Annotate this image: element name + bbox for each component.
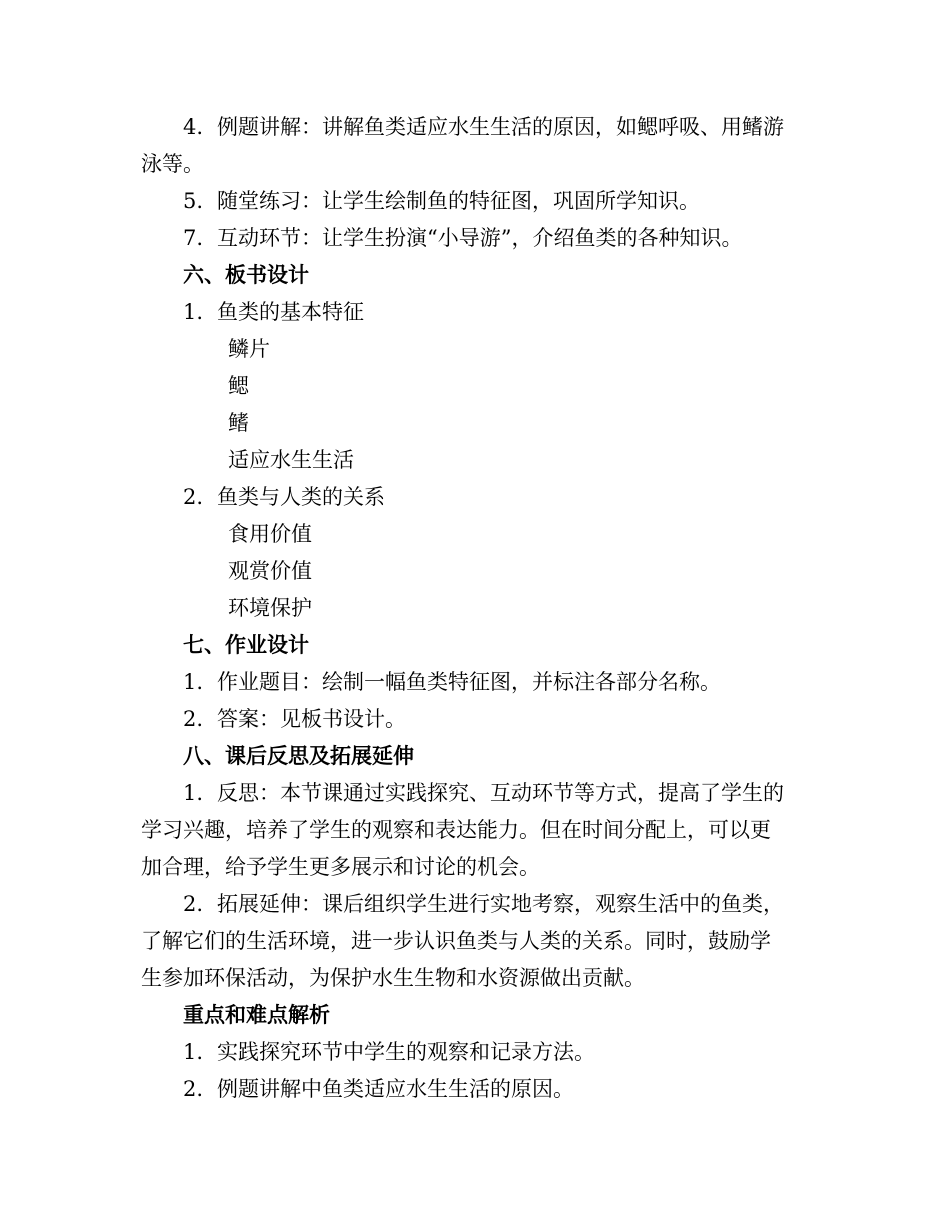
homework-heading: 七、作业设计 — [183, 632, 309, 657]
board-item: 观赏价值 — [228, 559, 312, 583]
item-number: 7. — [183, 226, 204, 250]
item-text: 鱼类与人类的关系 — [217, 485, 385, 509]
key-points-heading: 重点和难点解析 — [183, 1002, 330, 1027]
item-number: 5. — [183, 189, 204, 213]
reflection-heading: 八、课后反思及拓展延伸 — [183, 743, 414, 768]
item-text: 反思：本节课通过实践探究、互动环节等方式，提高了学生的 — [217, 781, 784, 805]
item-text: 例题讲解中鱼类适应水生生活的原因。 — [217, 1077, 574, 1101]
key-point-item-1 — [183, 1038, 595, 1066]
homework-item-2 — [183, 705, 406, 733]
reflection-item-2-cont: 了解它们的生活环境，进一步认识鱼类与人类的关系。同时，鼓励学 — [141, 929, 771, 953]
process-item-4 — [183, 113, 784, 141]
item-text: 答案：见板书设计。 — [217, 707, 406, 731]
homework-item-1 — [183, 668, 721, 696]
reflection-item-1-cont: 学习兴趣，培养了学生的观察和表达能力。但在时间分配上，可以更 — [141, 818, 771, 842]
process-item-7 — [183, 224, 742, 252]
item-text: 实践探究环节中学生的观察和记录方法。 — [217, 1040, 595, 1064]
item-text: 拓展延伸：课后组织学生进行实地考察，观察生活中的鱼类， — [217, 892, 784, 916]
item-number: 2. — [183, 1077, 204, 1101]
board-section-1-title — [183, 298, 364, 326]
reflection-item-2-cont: 生参加环保活动，为保护水生生物和水资源做出贡献。 — [141, 966, 645, 990]
board-item: 环境保护 — [228, 596, 312, 620]
board-item: 鳃 — [228, 374, 249, 398]
process-item-4-cont: 泳等。 — [141, 152, 204, 176]
board-design-heading: 六、板书设计 — [183, 262, 309, 287]
board-item: 适应水生生活 — [228, 448, 354, 472]
item-text: 鱼类的基本特征 — [217, 300, 364, 324]
board-item: 鳞片 — [228, 337, 270, 361]
item-text: 随堂练习：让学生绘制鱼的特征图，巩固所学知识。 — [217, 189, 700, 213]
item-text: 例题讲解：讲解鱼类适应水生生活的原因，如鳃呼吸、用鳍游 — [217, 115, 784, 139]
item-number: 1. — [183, 1040, 204, 1064]
item-number: 2. — [183, 892, 204, 916]
board-item: 食用价值 — [228, 522, 312, 546]
key-point-item-2 — [183, 1075, 574, 1103]
reflection-item-2 — [183, 890, 784, 918]
item-text: 作业题目：绘制一幅鱼类特征图，并标注各部分名称。 — [217, 670, 721, 694]
item-number: 4. — [183, 115, 204, 139]
board-section-2-title — [183, 483, 385, 511]
reflection-item-1 — [183, 779, 784, 807]
item-number: 1. — [183, 781, 204, 805]
board-item: 鳍 — [228, 411, 249, 435]
reflection-item-1-cont: 加合理，给予学生更多展示和讨论的机会。 — [141, 855, 540, 879]
item-number: 1. — [183, 670, 204, 694]
item-text: 互动环节：让学生扮演“小导游”，介绍鱼类的各种知识。 — [217, 226, 743, 250]
item-number: 2. — [183, 485, 204, 509]
item-number: 1. — [183, 300, 204, 324]
process-item-5 — [183, 187, 700, 215]
item-number: 2. — [183, 707, 204, 731]
